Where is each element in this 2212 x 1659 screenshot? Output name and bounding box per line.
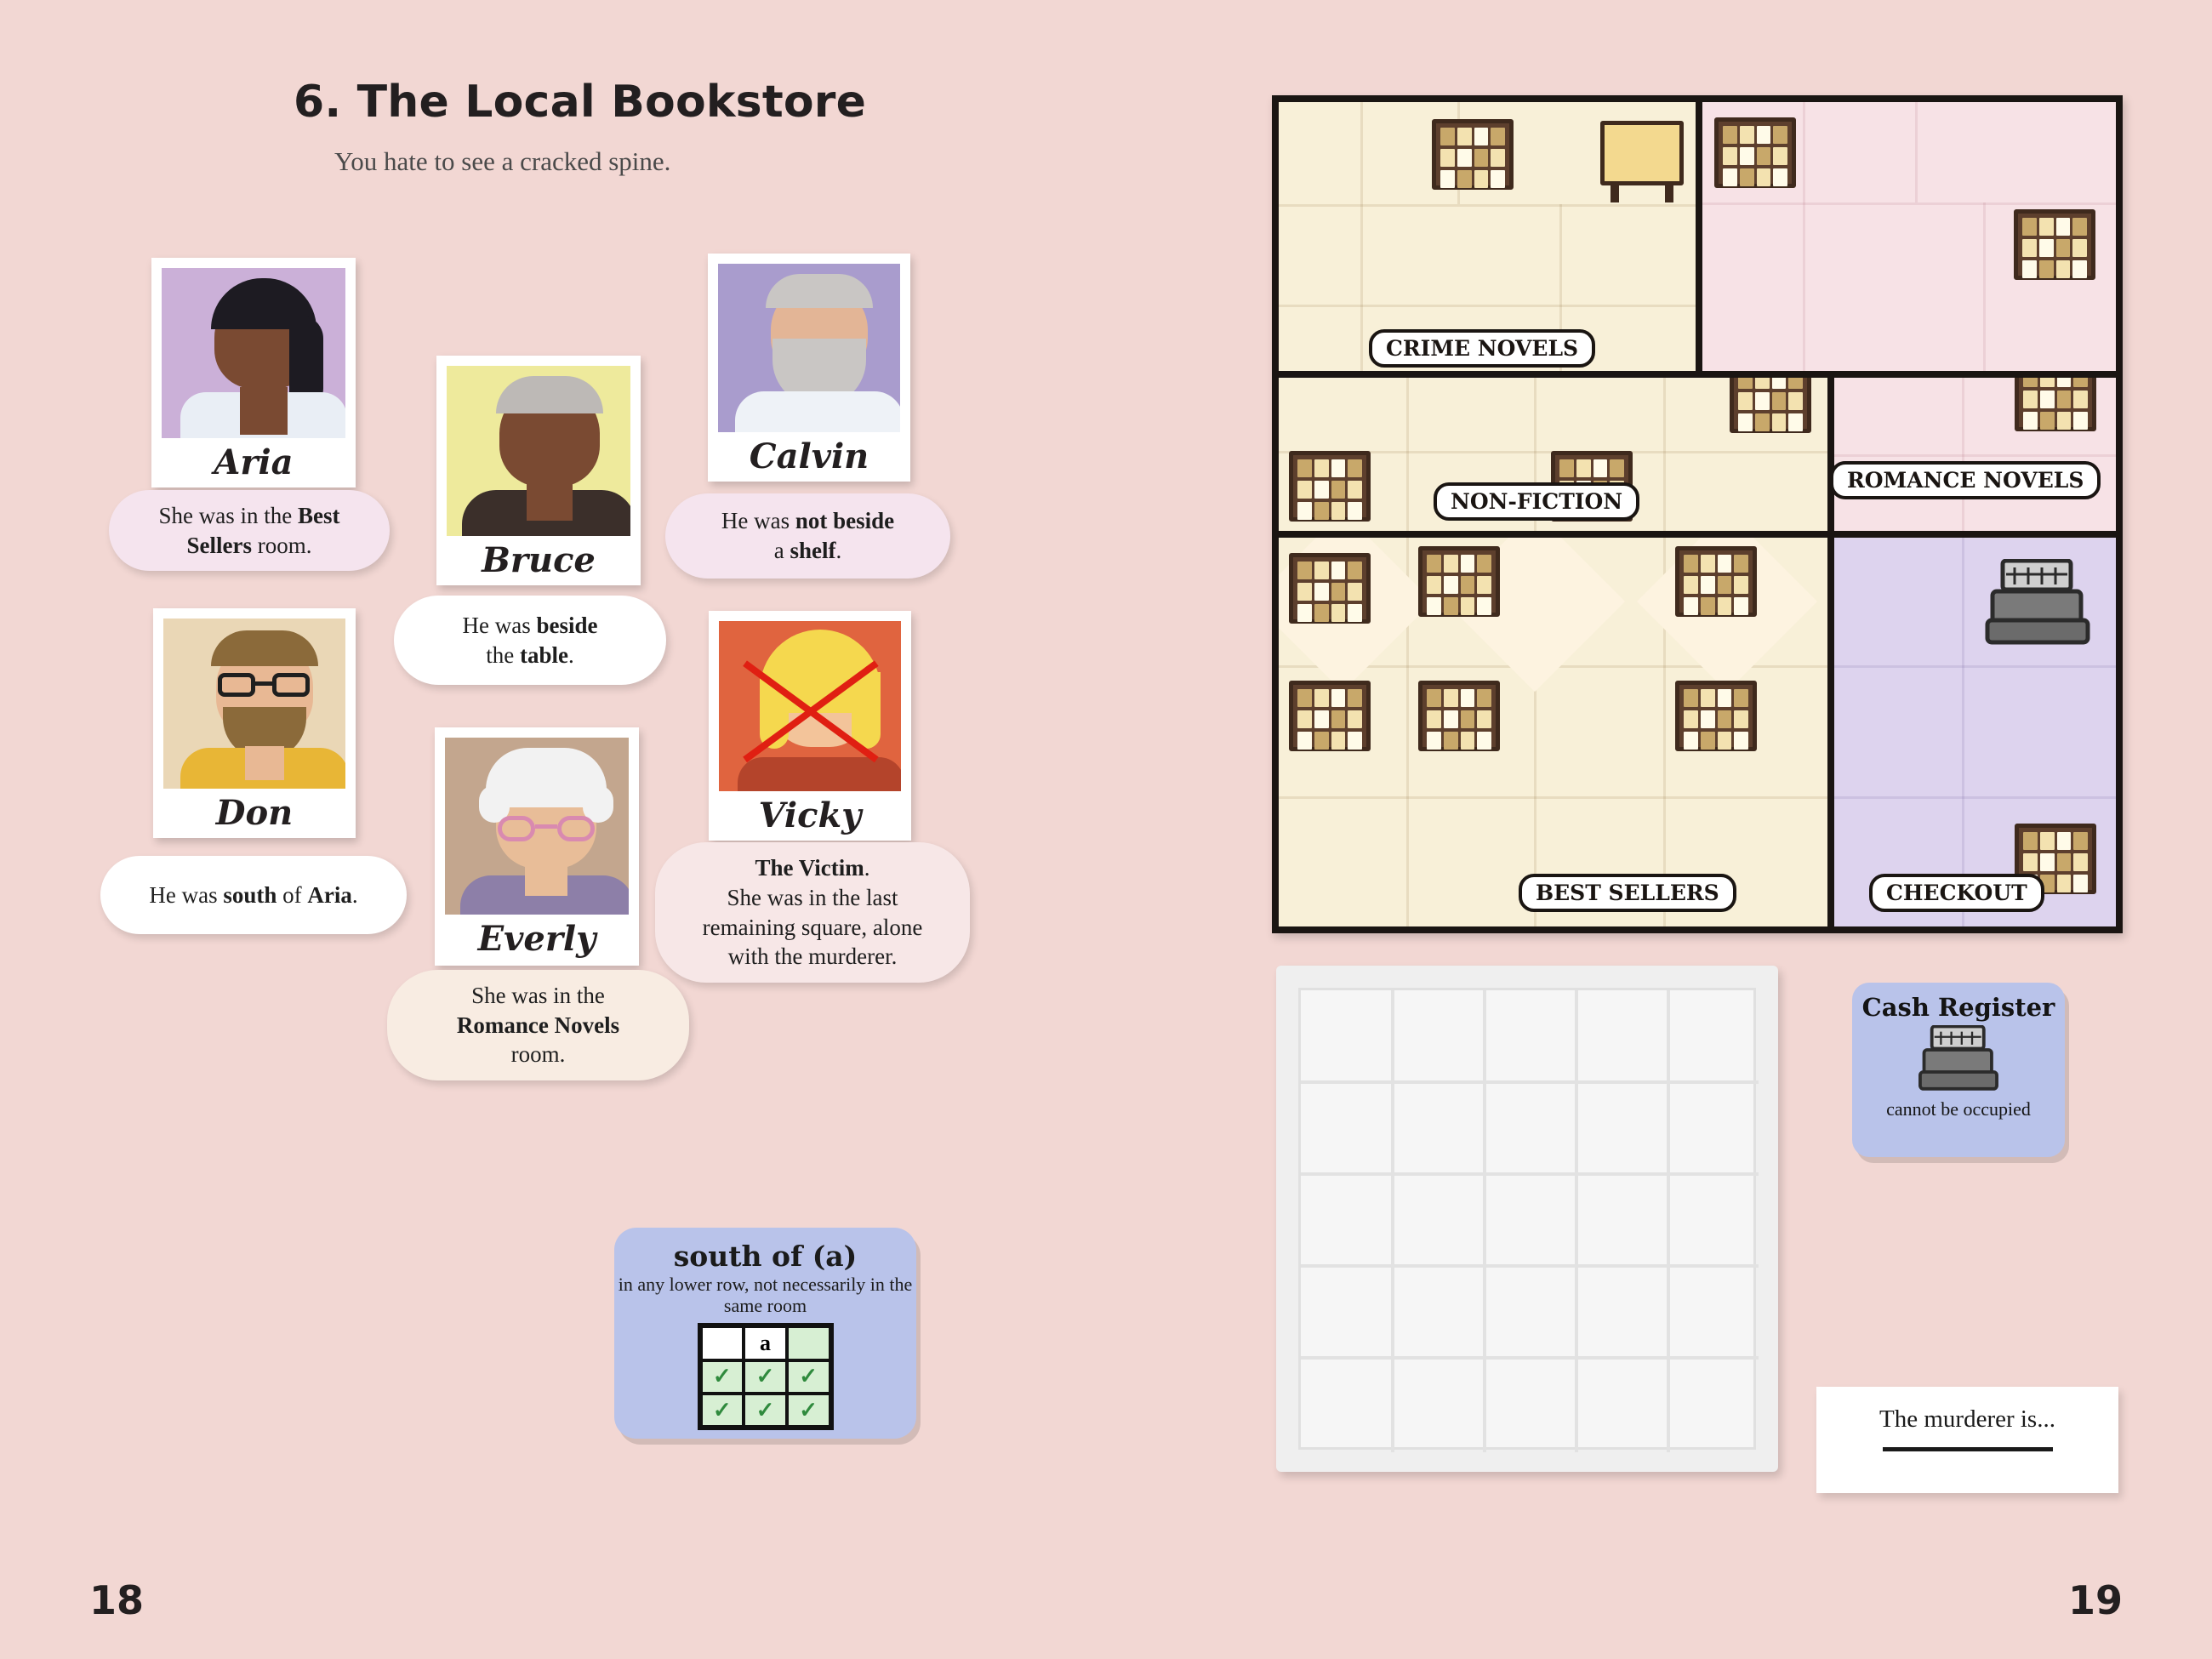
avatar [447, 366, 630, 536]
clue-bubble-don [100, 856, 407, 934]
legend-cell: ✓ [744, 1394, 787, 1427]
cash-register-icon [1916, 1025, 2001, 1097]
clue-bubble-bruce [394, 596, 666, 685]
table-icon [1600, 121, 1684, 202]
map-label-best-sellers: BEST SELLERS [1519, 874, 1736, 912]
legend-title: south of (a) [673, 1240, 858, 1273]
suspect-name: Bruce [482, 540, 596, 580]
map-label-non-fiction: NON-FICTION [1434, 482, 1639, 521]
map-label-checkout: CHECKOUT [1869, 874, 2044, 912]
shelf-icon [1289, 451, 1371, 522]
page-subtitle: You hate to see a cracked spine. [334, 146, 671, 176]
shelf-icon [1675, 681, 1757, 751]
clue-text: He was not beside a shelf. [721, 508, 895, 563]
shelf-icon [1675, 546, 1757, 617]
shelf-icon [1418, 546, 1500, 617]
page-title: 6. The Local Bookstore [294, 77, 867, 128]
cash-register-note: cannot be occupied [1886, 1098, 2031, 1120]
clue-bubble-everly [387, 970, 689, 1080]
page-number-right: 19 [2067, 1577, 2123, 1623]
legend-cell: ✓ [701, 1360, 744, 1394]
legend-grid [698, 1323, 834, 1430]
clue-bubble-vicky [655, 842, 970, 983]
shelf-icon [1289, 681, 1371, 751]
room-romance-novels-lower [1834, 378, 2116, 531]
suspect-card-everly[interactable] [435, 727, 639, 966]
answer-grid[interactable] [1298, 988, 1756, 1450]
murderer-answer-card[interactable] [1816, 1387, 2118, 1493]
legend-cell [787, 1326, 830, 1360]
suspect-name: Calvin [749, 436, 869, 476]
suspect-name: Everly [477, 919, 596, 959]
legend-cell: ✓ [787, 1360, 830, 1394]
suspect-card-calvin[interactable] [708, 254, 910, 482]
clue-text: She was in the Romance Novels room. [456, 983, 620, 1068]
clue-bubble-calvin [665, 493, 950, 579]
shelf-icon [1418, 681, 1500, 751]
legend-description: in any lower row, not necessarily in the same room [618, 1274, 913, 1316]
suspect-name: Aria [214, 442, 294, 482]
avatar [162, 268, 345, 438]
legend-cell: ✓ [701, 1394, 744, 1427]
clue-bubble-aria [109, 490, 390, 571]
room-checkout [1834, 538, 2116, 926]
shelf-icon [1289, 553, 1371, 624]
avatar [718, 264, 900, 432]
map-label-romance-novels: ROMANCE NOVELS [1830, 461, 2101, 499]
clue-text: She was in the Best Sellers room. [158, 502, 340, 558]
suspect-card-aria[interactable] [151, 258, 356, 487]
suspect-card-bruce[interactable] [436, 356, 641, 585]
legend-cell [701, 1326, 744, 1360]
room-romance-novels-upper [1702, 102, 2116, 371]
answer-grid-card[interactable] [1276, 966, 1778, 1472]
suspect-name: Vicky [758, 795, 862, 835]
avatar [445, 738, 629, 915]
shelf-icon [2015, 378, 2096, 431]
suspect-card-don[interactable] [153, 608, 356, 838]
bookstore-map [1272, 95, 2123, 933]
clue-text: He was beside the table. [462, 612, 598, 668]
cash-register-title: Cash Register [1861, 993, 2055, 1022]
shelf-icon [1432, 119, 1514, 190]
page-number-left: 18 [89, 1577, 145, 1623]
cash-register-icon [1984, 559, 2091, 653]
avatar [719, 621, 901, 791]
map-label-crime-novels: CRIME NOVELS [1369, 329, 1595, 368]
shelf-icon [1730, 378, 1811, 433]
suspect-name: Don [215, 793, 294, 833]
clue-text: The Victim. She was in the last remaining square, alone with the murderer. [702, 855, 923, 970]
room-best-sellers [1279, 538, 1827, 926]
cash-register-note-card [1852, 983, 2065, 1157]
shelf-icon [2014, 209, 2095, 280]
shelf-icon [1714, 117, 1796, 188]
legend-cell-a: a [744, 1326, 787, 1360]
murderer-prompt: The murderer is... [1879, 1405, 2055, 1433]
legend-cell: ✓ [744, 1360, 787, 1394]
legend-card-south-of [614, 1228, 916, 1439]
suspect-card-vicky[interactable] [709, 611, 911, 841]
clue-text: He was south of Aria. [149, 881, 358, 908]
avatar [163, 619, 345, 789]
legend-cell: ✓ [787, 1394, 830, 1427]
answer-blank-line[interactable] [1883, 1447, 2053, 1451]
